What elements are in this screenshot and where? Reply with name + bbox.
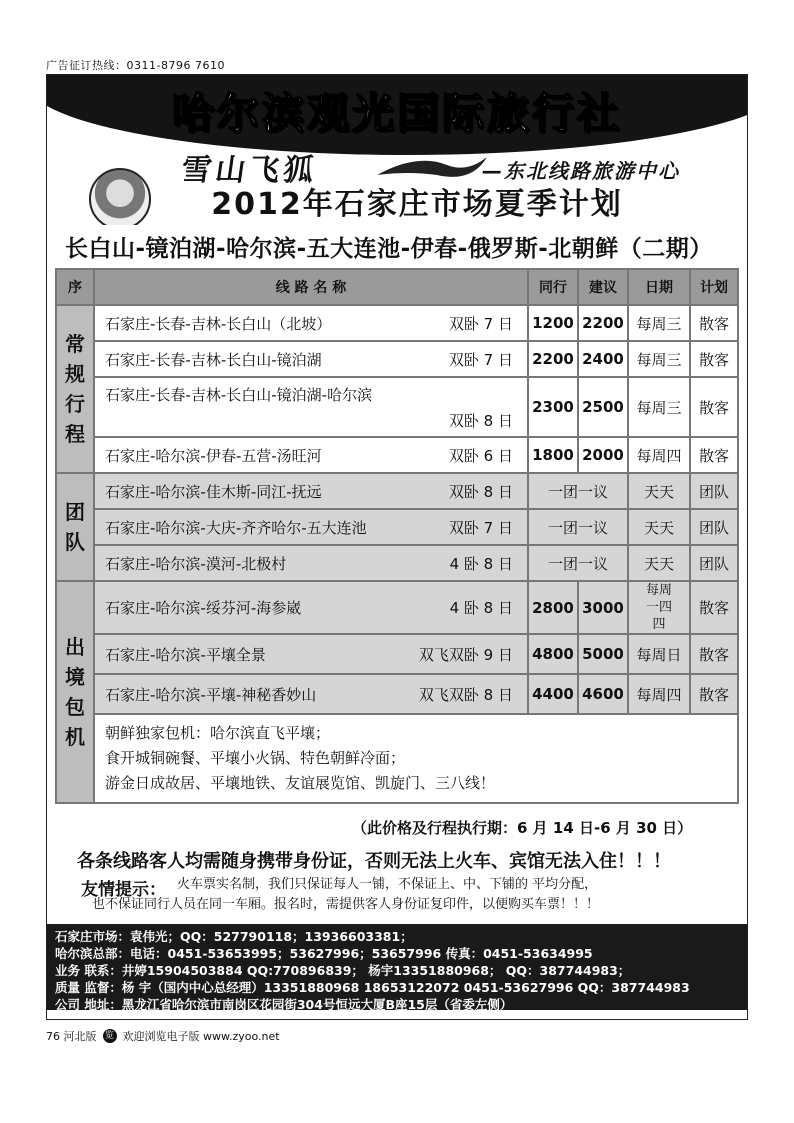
suggest-price: 5000 bbox=[579, 635, 627, 673]
departure-day: 每周日 bbox=[629, 635, 689, 673]
footer-link[interactable]: 欢迎浏览电子版 www.zyoo.net bbox=[122, 1030, 280, 1043]
contact-panel bbox=[47, 924, 747, 1010]
header-seq: 序 bbox=[57, 270, 93, 304]
departure-day: 每周三 bbox=[629, 306, 689, 340]
route-name: 石家庄-哈尔滨-平壤全景 双飞双卧 9 日 bbox=[95, 635, 527, 673]
tips-line-1: 火车票实名制，我们只保证每人一铺，不保证上、中、下铺的 平均分配， bbox=[177, 877, 598, 892]
table-row bbox=[57, 715, 737, 802]
table-row bbox=[57, 474, 737, 508]
suggest-price: 2500 bbox=[579, 378, 627, 436]
peer-price: 2200 bbox=[529, 342, 577, 376]
departure-day: 天天 bbox=[629, 546, 689, 580]
route-name: 石家庄-哈尔滨-漠河-北极村 4 卧 8 日 bbox=[95, 546, 527, 580]
table-row bbox=[57, 546, 737, 580]
note-line: 朝鲜独家包机：哈尔滨直飞平壤； bbox=[105, 724, 331, 742]
peer-price: 1200 bbox=[529, 306, 577, 340]
suggest-price: 2000 bbox=[579, 438, 627, 472]
route-name: 石家庄-长春-吉林-长白山-镜泊湖 双卧 7 日 bbox=[95, 342, 527, 376]
suggest-price: 2400 bbox=[579, 342, 627, 376]
contact-line: 业务 联系：井婷15904503884 QQ:770896839； 杨宇13351880968； QQ：387744983； bbox=[55, 963, 631, 978]
category-outbound: 出境包机 bbox=[57, 582, 93, 802]
header-suggest: 建议 bbox=[579, 270, 627, 304]
departure-day: 天天 bbox=[629, 510, 689, 544]
route-name: 石家庄-哈尔滨-绥芬河-海参崴 4 卧 8 日 bbox=[95, 582, 527, 633]
plan-type: 散客 bbox=[691, 635, 737, 673]
routes-headline: 长白山-镜泊湖-哈尔滨-五大连池-伊春-俄罗斯-北朝鲜（二期） bbox=[65, 236, 713, 262]
page-footer bbox=[46, 1028, 280, 1044]
suggest-price: 3000 bbox=[579, 582, 627, 633]
plan-type: 团队 bbox=[691, 474, 737, 508]
departure-day: 每周三 bbox=[629, 378, 689, 436]
plan-type: 散客 bbox=[691, 306, 737, 340]
table-row bbox=[57, 675, 737, 713]
plan-type: 散客 bbox=[691, 378, 737, 436]
charter-note bbox=[95, 715, 737, 802]
plan-type: 散客 bbox=[691, 438, 737, 472]
suggest-price: 2200 bbox=[579, 306, 627, 340]
plan-title: 2012年石家庄市场夏季计划 bbox=[211, 187, 623, 222]
header-peer: 同行 bbox=[529, 270, 577, 304]
table-row bbox=[57, 306, 737, 340]
table-row bbox=[57, 510, 737, 544]
departure-day: 每周三 bbox=[629, 342, 689, 376]
slogan: —东北线路旅游中心 bbox=[482, 159, 680, 183]
departure-day: 每周四 bbox=[629, 438, 689, 472]
table-row bbox=[57, 582, 737, 633]
departure-day: 每周一四四 bbox=[629, 582, 689, 633]
table-row bbox=[57, 635, 737, 673]
contact-line: 哈尔滨总部：电话：0451-53653995；53627996；53657996 传真：0451-53634995 bbox=[55, 946, 593, 961]
route-table bbox=[55, 268, 739, 804]
page-number: 76 河北版 bbox=[46, 1030, 97, 1043]
peer-price: 2300 bbox=[529, 378, 577, 436]
ad-hotline: 广告征订热线：0311-8796 7610 bbox=[46, 59, 225, 72]
table-row bbox=[57, 342, 737, 376]
group-price: 一团一议 bbox=[529, 510, 627, 544]
plan-type: 散客 bbox=[691, 675, 737, 713]
note-line: 游金日成故居、平壤地铁、友谊展览馆、凯旋门、三八线！ bbox=[105, 774, 496, 792]
header-band bbox=[47, 75, 747, 225]
contact-line: 石家庄市场：袁伟光；QQ：527790118；13936603381； bbox=[55, 929, 413, 944]
group-price: 一团一议 bbox=[529, 546, 627, 580]
peer-price: 4800 bbox=[529, 635, 577, 673]
peer-price: 2800 bbox=[529, 582, 577, 633]
peer-price: 1800 bbox=[529, 438, 577, 472]
table-row bbox=[57, 438, 737, 472]
browse-badge-icon: 览 bbox=[103, 1029, 117, 1043]
brand-name: 雪山飞狐 bbox=[179, 153, 320, 188]
category-group: 团队 bbox=[57, 474, 93, 580]
plan-type: 团队 bbox=[691, 546, 737, 580]
validity-period: （此价格及行程执行期：6 月 14 日-6 月 30 日） bbox=[352, 819, 693, 837]
suggest-price: 4600 bbox=[579, 675, 627, 713]
plan-type: 散客 bbox=[691, 582, 737, 633]
id-warning: 各条线路客人均需随身携带身份证，否则无法上火车、宾馆无法入住！！！ bbox=[77, 851, 671, 872]
note-line: 食开城铜碗餐、平壤小火锅、特色朝鲜冷面； bbox=[105, 749, 406, 767]
route-name: 石家庄-哈尔滨-平壤-神秘香妙山 双飞双卧 8 日 bbox=[95, 675, 527, 713]
departure-day: 每周四 bbox=[629, 675, 689, 713]
plan-type: 散客 bbox=[691, 342, 737, 376]
table-header bbox=[57, 270, 737, 304]
route-name: 石家庄-长春-吉林-长白山-镜泊湖-哈尔滨 双卧 8 日 bbox=[95, 378, 527, 436]
route-name: 石家庄-长春-吉林-长白山（北坡） 双卧 7 日 bbox=[95, 306, 527, 340]
departure-day: 天天 bbox=[629, 474, 689, 508]
agency-title: 哈尔滨观光国际旅行社 bbox=[171, 89, 622, 138]
table-row bbox=[57, 378, 737, 436]
route-name: 石家庄-哈尔滨-佳木斯-同江-抚远 双卧 8 日 bbox=[95, 474, 527, 508]
plan-type: 团队 bbox=[691, 510, 737, 544]
route-name: 石家庄-哈尔滨-伊春-五营-汤旺河 双卧 6 日 bbox=[95, 438, 527, 472]
peer-price: 4400 bbox=[529, 675, 577, 713]
tips-line-2: 也不保证同行人员在同一车厢。报名时，需提供客人身份证复印件，以便购买车票！！！ bbox=[92, 897, 600, 912]
group-price: 一团一议 bbox=[529, 474, 627, 508]
header-plan: 计划 bbox=[691, 270, 737, 304]
contact-line: 公司 地址：黑龙江省哈尔滨市南岗区花园街304号恒远大厦B座15层（省委左侧） bbox=[55, 997, 513, 1012]
advert-frame bbox=[46, 74, 748, 1020]
contact-line: 质量 监督：杨 宇（国内中心总经理）13351880968 18653122072 0451-53627996 QQ：387744983 bbox=[55, 980, 690, 995]
tips-title: 友情提示： bbox=[81, 880, 166, 900]
route-name: 石家庄-哈尔滨-大庆-齐齐哈尔-五大连池 双卧 7 日 bbox=[95, 510, 527, 544]
header-date: 日期 bbox=[629, 270, 689, 304]
category-regular: 常规行程 bbox=[57, 306, 93, 472]
header-name: 线 路 名 称 bbox=[95, 270, 527, 304]
